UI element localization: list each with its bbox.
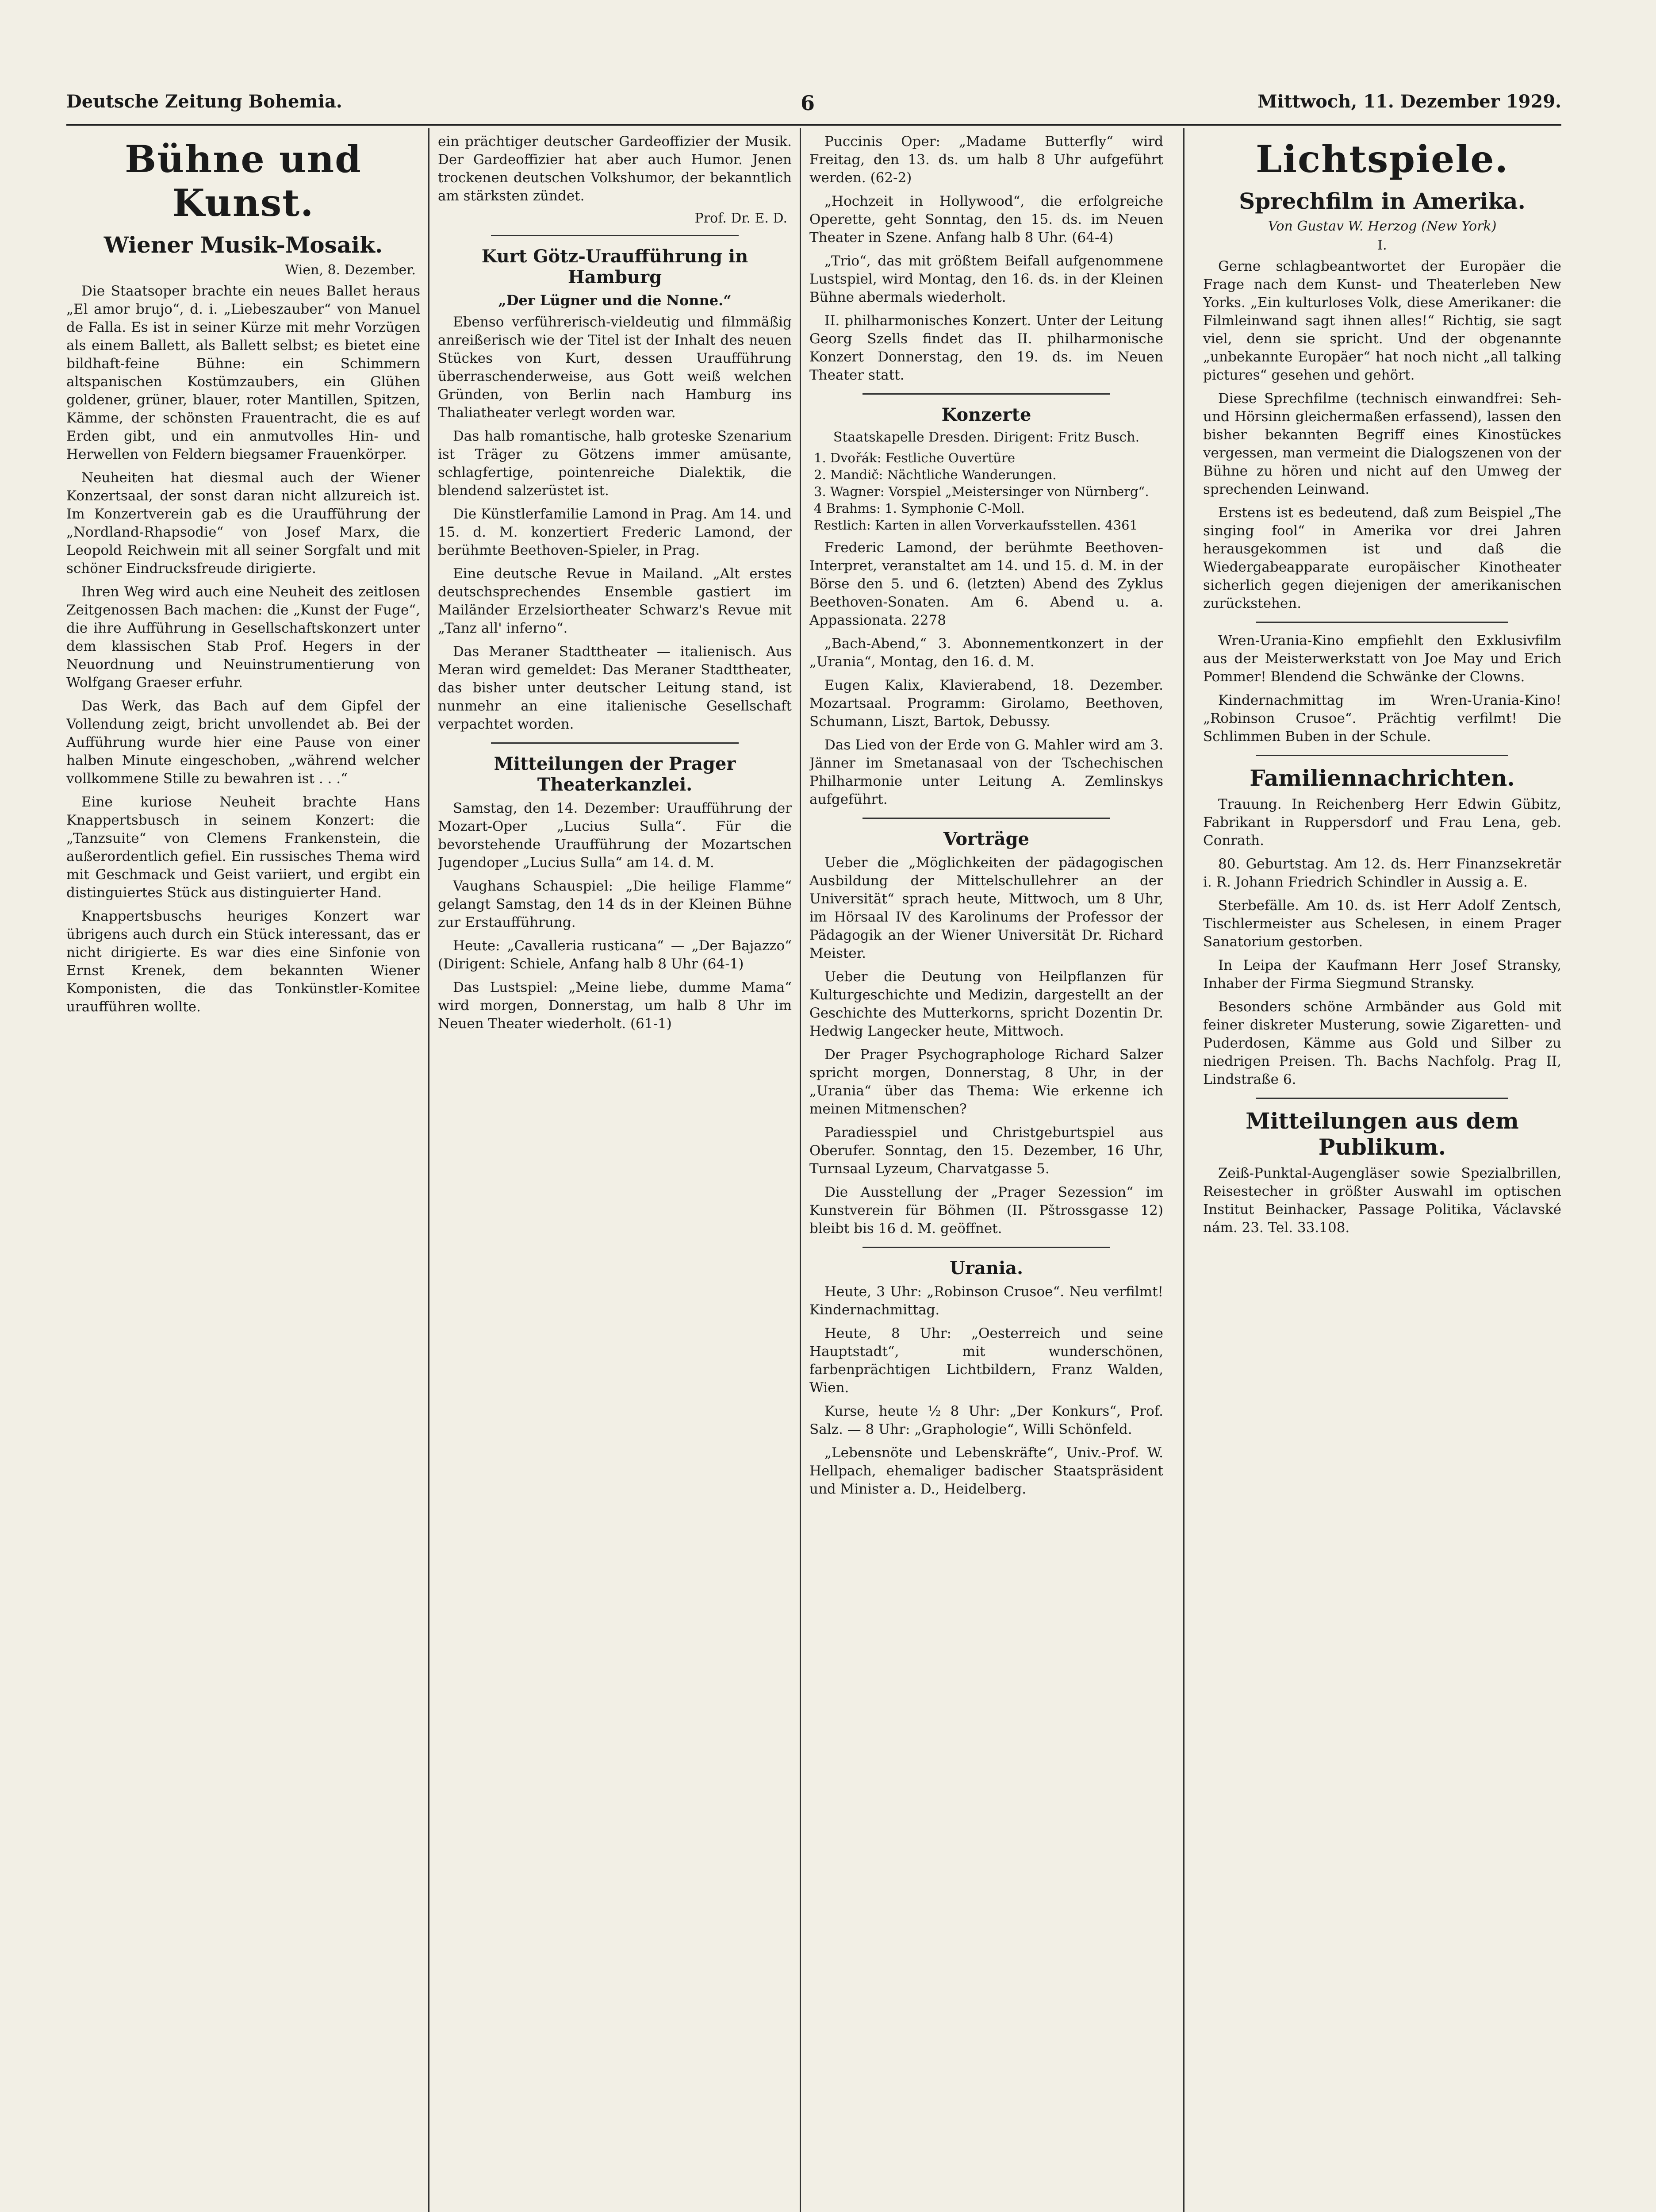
- paragraph: Erstens ist es bedeutend, daß zum Beispiel „The singing fool“ in Amerika vor drei Jahren herausgekommen ist und daß die Wiedergabeapparate europäischer Kinotheater sicherlich gegen diejenigen der amerikanischen zurückstehen.: [1203, 505, 1561, 611]
- section-heading: Lichtspiele.: [1256, 137, 1509, 181]
- paragraph: Neuheiten hat diesmal auch der Wiener Konzertsaal, der sonst daran nicht allzureich ist. Im Konzertverein gab es die Uraufführung der „Nordland-Rhapsodie“ von Josef Marx, die Leopold Reichwein mit all seiner Sorgfalt und mit schöner Eindrucksfreude dirigierte.: [66, 470, 420, 576]
- column-1: [66, 133, 420, 2212]
- divider: [1256, 1098, 1508, 1099]
- paragraph: ein prächtiger deutscher Gardeoffizier der Musik. Der Gardeoffizier hat aber auch Humor. Jenen trockenen deutschen Volkshumor, der bekanntlich am stärksten zündet.: [438, 134, 792, 204]
- paragraph: Kindernachmittag im Wren-Urania-Kino! „Robinson Crusoe“. Prächtig verfilmt! Die Schlimmen Buben in der Schule.: [1203, 692, 1561, 745]
- column-4: [1203, 133, 1561, 2212]
- paragraph: In Leipa der Kaufmann Herr Josef Stransky, Inhaber der Firma Siegmund Stransky.: [1203, 957, 1561, 991]
- paragraph: Das Lied von der Erde von G. Mahler wird am 3. Jänner im Smetanasaal von der Tschechischen Philharmonie unter Leitung A. Zemlinskys aufgeführt.: [809, 737, 1163, 807]
- newspaper-name: Deutsche Zeitung Bohemia.: [66, 91, 342, 112]
- signature: Prof. Dr. E. D.: [694, 211, 787, 226]
- section-title: Urania.: [950, 1258, 1023, 1279]
- paragraph: Das Lustspiel: „Meine liebe, dumme Mama“ wird morgen, Donnerstag, um halb 8 Uhr im Neuen Theater wiederholt. (61-1): [438, 979, 792, 1032]
- dateline: Wien, 8. Dezember.: [285, 262, 416, 278]
- paragraph: Puccinis Oper: „Madame Butterfly“ wird Freitag, den 13. ds. um halb 8 Uhr aufgeführt werden. (62-2): [809, 134, 1163, 186]
- concert-heading: Staatskapelle Dresden. Dirigent: Fritz Busch.: [833, 430, 1140, 445]
- paragraph: Wren-Urania-Kino empfiehlt den Exklusivfilm aus der Meisterwerkstatt von Joe May und Erich Pommer! Blendend die Schwänke der Clowns.: [1203, 633, 1561, 685]
- paragraph: Ihren Weg wird auch eine Neuheit des zeitlosen Zeitgenossen Bach machen: die „Kunst der Fuge“, die ihre Aufführung in Gesellschaftskonzert unter dem klassischen Stab Prof. Hegers in der Neuordnung und Neuinstrumentierung von Wolfgang Graeser erfuhr.: [66, 584, 420, 691]
- paragraph: „Bach-Abend,“ 3. Abonnementkonzert in der „Urania“, Montag, den 16. d. M.: [809, 636, 1163, 670]
- paragraph: Heute, 8 Uhr: „Oesterreich und seine Hauptstadt“, mit wunderschönen, farbenprächtigen Lichtbildern, Franz Walden, Wien.: [809, 1325, 1163, 1396]
- article-title: Wiener Musik-Mosaik.: [104, 232, 383, 258]
- divider: [491, 235, 739, 236]
- paragraph: Ebenso verführerisch-vieldeutig und filmmäßig anreißerisch wie der Titel ist der Inhalt des neuen Stückes von Kurt, dessen Uraufführung überraschenderweise, aus Gott weiß welchen Gründen, von Berlin nach Hamburg ins Thaliatheater verlegt worden war.: [438, 314, 792, 421]
- paragraph: Eugen Kalix, Klavierabend, 18. Dezember. Mozartsaal. Programm: Girolamo, Beethoven, Schumann, Liszt, Bartok, Debussy.: [809, 677, 1163, 730]
- paragraph: Vaughans Schauspiel: „Die heilige Flamme“ gelangt Samstag, den 14 ds in der Kleinen Bühne zur Erstaufführung.: [438, 878, 792, 930]
- page-number: 6: [801, 91, 815, 115]
- section-title: Familiennachrichten.: [1250, 765, 1515, 791]
- page-header: [66, 88, 1561, 119]
- paragraph: Knappertsbuschs heuriges Konzert war übrigens auch durch ein Stück interessant, das er nicht dirigierte. Es war dies eine Sinfonie von Ernst Krenek, dem bekannten Wiener Komponisten, die das Tonkünstler-Komitee uraufführen wollte.: [66, 908, 420, 1015]
- program-item: 2. Mandič: Nächtliche Wanderungen.: [814, 467, 1057, 482]
- program-item: Restlich: Karten in allen Vorverkaufsstellen. 4361: [814, 518, 1138, 533]
- article-title: Kurt Götz-Uraufführung in Hamburg: [481, 246, 748, 288]
- paragraph: „Lebensnöte und Lebenskräfte“, Univ.-Prof. W. Hellpach, ehemaliger badischer Staatspräsident und Minister a. D., Heidelberg.: [809, 1445, 1163, 1497]
- program-list: [814, 449, 1163, 534]
- paragraph: Der Prager Psychographologe Richard Salzer spricht morgen, Donnerstag, 8 Uhr, in der „Urania“ über das Thema: Wie erkenne ich meinen Mitmenschen?: [809, 1047, 1163, 1117]
- column-rule: [800, 128, 801, 2212]
- paragraph: 80. Geburtstag. Am 12. ds. Herr Finanzsekretär i. R. Johann Friedrich Schindler in Aussig a. E.: [1203, 856, 1561, 890]
- paragraph: Paradiesspiel und Christgeburtspiel aus Oberufer. Sonntag, den 15. Dezember, 16 Uhr, Turnsaal Lyzeum, Charvatgasse 5.: [809, 1125, 1163, 1177]
- paragraph: Besonders schöne Armbänder aus Gold mit feiner diskreter Musterung, sowie Zigaretten- und Puderdosen, Kämme aus Gold und Silber zu niedrigen Preisen. Th. Bachs Nachfolg. Prag II, Lindstraße 6.: [1203, 999, 1561, 1087]
- paragraph: II. philharmonisches Konzert. Unter der Leitung Georg Szells findet das II. philharmonische Konzert Donnerstag, den 19. ds. im Neuen Theater statt.: [809, 313, 1163, 383]
- divider: [1256, 755, 1508, 756]
- issue-date: Mittwoch, 11. Dezember 1929.: [1257, 91, 1561, 112]
- paragraph: Ueber die Deutung von Heilpflanzen für Kulturgeschichte und Medizin, dargestellt an der Geschichte des Mutterkorns, spricht Dozentin Dr. Hedwig Langecker heute, Mittwoch.: [809, 969, 1163, 1039]
- paragraph: Sterbefälle. Am 10. ds. ist Herr Adolf Zentsch, Tischlermeister aus Schelesen, in einem Prager Sanatorium gestorben.: [1203, 898, 1561, 950]
- paragraph: Heute, 3 Uhr: „Robinson Crusoe“. Neu verfilmt! Kindernachmittag.: [809, 1284, 1163, 1318]
- paragraph: Trauung. In Reichenberg Herr Edwin Gübitz, Fabrikant in Ruppersdorf und Frau Lena, geb. Conrath.: [1203, 796, 1561, 849]
- paragraph: „Hochzeit in Hollywood“, die erfolgreiche Operette, geht Sonntag, den 15. ds. im Neuen Theater in Szene. Anfang halb 8 Uhr. (64-4): [809, 193, 1163, 246]
- divider: [862, 1247, 1110, 1248]
- paragraph: Kurse, heute ½ 8 Uhr: „Der Konkurs“, Prof. Salz. — 8 Uhr: „Graphologie“, Willi Schönfeld.: [809, 1403, 1163, 1437]
- program-item: 3. Wagner: Vorspiel „Meistersinger von Nürnberg“.: [814, 484, 1149, 499]
- section-title: Vorträge: [943, 829, 1029, 849]
- paragraph: Eine kuriose Neuheit brachte Hans Knappertsbusch in seinem Konzert: die „Tanzsuite“ von Clemens Frankenstein, die außerordentlich gefiel. Ein russisches Thema wird mit Geschmack und Geist variiert, und ergibt ein distinguiertes Stück aus distinguierter Hand.: [66, 794, 420, 901]
- paragraph: Frederic Lamond, der berühmte Beethoven-Interpret, veranstaltet am 14. und 15. d. M. in der Börse den 5. und 6. (letzten) Abend des Zyklus Beethoven-Sonaten. Am 6. Abend u. a. Appassionata. 2278: [809, 540, 1163, 628]
- divider: [862, 818, 1110, 819]
- paragraph: Diese Sprechfilme (technisch einwandfrei: Seh- und Hörsinn gleichermaßen erfassend), lassen den bisher bekannten Begriff eines Kinostückes vergessen, man vermeint die Dialogszenen von der Bühne zu hören und nicht auf den Umweg der sprechenden Leinwand.: [1203, 391, 1561, 497]
- byline: Von Gustav W. Herzog (New York): [1268, 219, 1497, 234]
- article-subtitle: „Der Lügner und die Nonne.“: [498, 292, 732, 309]
- paragraph: Eine deutsche Revue in Mailand. „Alt erstes deutschsprechendes Ensemble gastiert im Mailänder Erzelsiortheater Schwarz's Revue mit „Tanz all' inferno“.: [438, 566, 792, 636]
- divider: [1256, 622, 1508, 623]
- divider: [491, 742, 739, 744]
- column-3: [809, 133, 1163, 2212]
- paragraph: Zeiß-Punktal-Augengläser sowie Spezialbrillen, Reisestecher in größter Auswahl im optischen Institut Beinhacker, Passage Politika, Václavské nám. 23. Tel. 33.108.: [1203, 1165, 1561, 1236]
- program-item: 4 Brahms: 1. Symphonie C-Moll.: [814, 501, 1025, 516]
- section-title: Konzerte: [941, 404, 1031, 425]
- paragraph: Das halb romantische, halb groteske Szenarium ist Träger zu Götzens immer amüsante, schlagfertige, pointenreiche Dialektik, die blendend salzerüstet ist.: [438, 428, 792, 499]
- section-heading: Bühne und Kunst.: [125, 137, 362, 225]
- section-title: Mitteilungen aus dem Publikum.: [1246, 1108, 1519, 1160]
- divider: [862, 393, 1110, 395]
- paragraph: Gerne schlagbeantwortet der Europäer die Frage nach dem Kunst- und Theaterleben New Yorks. „Ein kulturloses Volk, diese Amerikaner: die Filmleinwand sagt ihnen alles!“ Richtig, sie sagt viel, denn sie spricht. Und der obgenannte „unbekannte Europäer“ hat noch nicht „all talking pictures“ gesehen und gehört.: [1203, 258, 1561, 383]
- article-title: Sprechfilm in Amerika.: [1239, 188, 1526, 214]
- column-2: [438, 133, 792, 2212]
- paragraph: Die Ausstellung der „Prager Sezession“ im Kunstverein für Böhmen (II. Pštrossgasse 12) bleibt bis 16 d. M. geöffnet.: [809, 1184, 1163, 1237]
- paragraph: Samstag, den 14. Dezember: Uraufführung der Mozart-Oper „Lucius Sulla“. Für die bevorstehende Uraufführung der Mozartschen Jugendoper „Lucius Sulla“ am 14. d. M.: [438, 800, 792, 871]
- column-rule: [1183, 128, 1184, 2212]
- part-numeral: I.: [1377, 238, 1387, 253]
- paragraph: Die Staatsoper brachte ein neues Ballet heraus „El amor brujo“, d. i. „Liebeszauber“ von Manuel de Falla. Es ist in seiner Kürze mit mehr Vorzügen als einem Ballett, als Ballett selbst; es bietet eine bildhaft-feine Bühne: ein Schimmern altspanischen Kostümzaubers, ein Glühen goldener, grüner, blauer, roter Mantillen, Spitzen, Kämme, der schönsten Frauentracht, die es auf Erden gibt, und ein anmutvolles Hin- und Herwellen von Feldern biegsamer Frauenkörper.: [66, 283, 420, 462]
- program-item: 1. Dvořák: Festliche Ouvertüre: [814, 450, 1015, 465]
- paragraph: Ueber die „Möglichkeiten der pädagogischen Ausbildung der Mittelschullehrer an der Universität“ sprach heute, Mittwoch, um 8 Uhr, im Hörsaal IV des Karolinums der Professor der Pädagogik an der Wiener Universität Dr. Richard Meister.: [809, 855, 1163, 961]
- paragraph: Die Künstlerfamilie Lamond in Prag. Am 14. und 15. d. M. konzertiert Frederic Lamond, der berühmte Beethoven-Spieler, in Prag.: [438, 506, 792, 558]
- section-title: Mitteilungen der Prager Theaterkanzlei.: [494, 753, 736, 795]
- paragraph: Das Meraner Stadttheater — italienisch. Aus Meran wird gemeldet: Das Meraner Stadttheater, das bisher unter deutscher Leitung stand, ist nunmehr an eine italienische Gesellschaft verpachtet worden.: [438, 644, 792, 732]
- paragraph: Das Werk, das Bach auf dem Gipfel der Vollendung zeigt, bricht unvollendet ab. Bei der Aufführung wurde hier eine Pause von einer halben Minute eingeschoben, „während welcher vollkommene Stille zu bewahren ist . . .“: [66, 698, 420, 787]
- header-rule: [66, 124, 1561, 126]
- paragraph: Heute: „Cavalleria rusticana“ — „Der Bajazzo“ (Dirigent: Schiele, Anfang halb 8 Uhr (64-1): [438, 938, 792, 972]
- paragraph: „Trio“, das mit größtem Beifall aufgenommene Lustspiel, wird Montag, den 16. ds. in der Kleinen Bühne abermals wiederholt.: [809, 253, 1163, 305]
- column-rule: [428, 128, 429, 2212]
